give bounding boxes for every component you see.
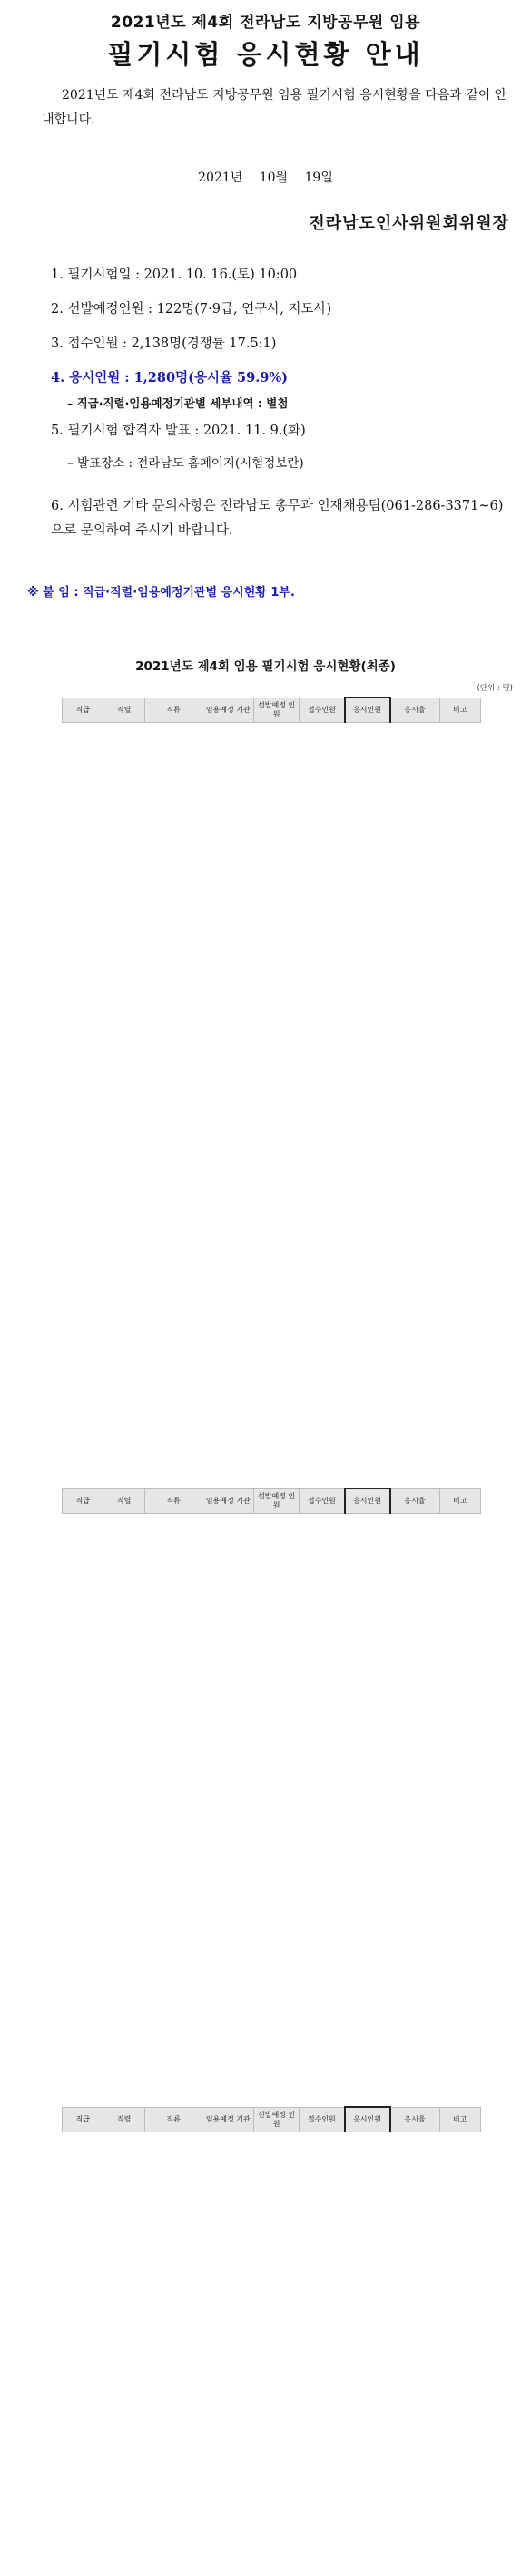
col-header-planned: 선발예정 인원 xyxy=(254,698,300,722)
col-header-note: 비고 xyxy=(439,1488,480,1513)
item-announce-sub: – 발표장소 : 전라남도 홈페이지(시험정보란) xyxy=(67,456,304,471)
item-planned: 2. 선발예정인원 : 122명(7·9급, 연구사, 지도사) xyxy=(51,302,332,317)
item-takers-prefix: 4. 응시인원 : xyxy=(51,370,134,385)
item-announce: 5. 필기시험 합격자 발표 : 2021. 11. 9.(화) xyxy=(51,424,306,438)
signature: 전라남도인사위원회위원장 xyxy=(309,214,509,233)
col-header-taken: 응시인원 xyxy=(345,1488,390,1513)
col-header-rate: 응시율 xyxy=(390,698,440,722)
col-header-series: 직렬 xyxy=(103,698,144,722)
col-header-class: 직류 xyxy=(144,698,202,722)
col-header-applied: 접수인원 xyxy=(300,1488,345,1513)
intro-paragraph: 2021년도 제4회 전라남도 지방공무원 임용 필기시험 응시현황을 다음과 같이 안내합니다. xyxy=(42,88,507,127)
col-header-grade: 직급 xyxy=(63,1488,103,1513)
col-header-rate: 응시율 xyxy=(390,1488,440,1513)
item-takers xyxy=(51,366,509,390)
notice-date: 2021년 10월 19일 xyxy=(198,171,333,185)
col-header-note: 비고 xyxy=(439,2107,480,2132)
status-table-part2 xyxy=(62,1488,481,1514)
table-unit: (단위 : 명) xyxy=(477,684,513,693)
item-applicants: 3. 접수인원 : 2,138명(경쟁률 17.5:1) xyxy=(51,337,277,351)
col-header-class: 직류 xyxy=(144,2107,202,2132)
col-header-grade: 직급 xyxy=(63,698,103,722)
col-header-planned: 선발예정 인원 xyxy=(254,2107,300,2132)
col-header-applied: 접수인원 xyxy=(300,2107,345,2132)
notice-title: 필기시험 응시현황 안내 xyxy=(107,39,424,70)
col-header-agency: 임용예정 기관 xyxy=(202,698,254,722)
attachment-note: ※ 붙 임 : 직급·직렬·임용예정기관별 응시현황 1부. xyxy=(27,586,295,600)
item-takers-value: 1,280명(응시율 59.9%) xyxy=(133,370,288,385)
status-table-part3 xyxy=(62,2106,481,2132)
col-header-taken: 응시인원 xyxy=(345,698,390,722)
status-table-part1 xyxy=(62,697,481,723)
col-header-series: 직렬 xyxy=(103,1488,144,1513)
col-header-rate: 응시율 xyxy=(390,2107,440,2132)
col-header-applied: 접수인원 xyxy=(300,698,345,722)
col-header-grade: 직급 xyxy=(63,2107,103,2132)
col-header-agency: 임용예정 기관 xyxy=(202,2107,254,2132)
col-header-agency: 임용예정 기관 xyxy=(202,1488,254,1513)
col-header-taken: 응시인원 xyxy=(345,2107,390,2132)
item-exam-date: 1. 필기시험일 : 2021. 10. 16.(토) 10:00 xyxy=(51,268,298,282)
item-inquiry: 6. 시험관련 기타 문의사항은 전라남도 총무과 인재채용팀(061-286-3371~6) 으로 문의하여 주시기 바랍니다. xyxy=(51,499,504,538)
notice-subtitle: 2021년도 제4회 전라남도 지방공무원 임용 xyxy=(110,14,421,32)
col-header-class: 직류 xyxy=(144,1488,202,1513)
col-header-note: 비고 xyxy=(439,698,480,722)
table-title: 2021년도 제4회 임용 필기시험 응시현황(최종) xyxy=(135,659,396,674)
col-header-series: 직렬 xyxy=(103,2107,144,2132)
item-takers-sub: – 직급·직렬·임용예정기관별 세부내역 : 별첨 xyxy=(67,396,289,410)
col-header-planned: 선발예정 인원 xyxy=(254,1488,300,1513)
